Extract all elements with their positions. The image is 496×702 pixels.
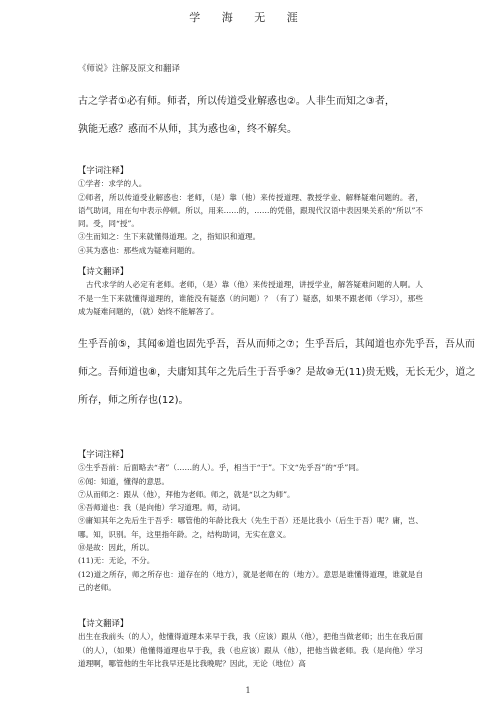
section-heading: 【字词注释】 <box>78 165 129 175</box>
note-item: ③生而知之：生下来就懂得道理。之，指知识和道理。 <box>78 232 261 242</box>
original-line: 古之学者①必有师。师者，所以传道受业解惑也②。人非生而知之③者， <box>78 96 395 107</box>
note-item: ①学者：求学的人。 <box>78 179 147 189</box>
note-item: ⑧吾师道也：我（是向他）学习道理。师，动词。 <box>78 503 246 513</box>
translation-section-2 <box>78 617 423 670</box>
note-item: ⑩是故：因此，所以。 <box>78 543 154 553</box>
notes-section-2 <box>78 448 423 594</box>
note-item: ⑨庸知其年之先后生于吾乎：哪管他的年龄比我大（先生于吾）还是比我小（后生于吾）呢？庸，岂、哪。知，识别。年，这里指年龄。之，结构助词，无实在意义。 <box>78 516 423 539</box>
original-passage-2 <box>78 331 476 415</box>
translation-text: 古代求学的人必定有老师。老师，（是）靠（他）来传授道理，讲授学业，解答疑难问题的人啊。人不是一生下来就懂得道理的，谁能没有疑惑（的问题）？（有了）疑惑，如果不跟老师（学习），那些成为疑难问题的，（就）始终不能解答了。 <box>78 280 423 316</box>
section-heading: 【诗文翻译】 <box>78 618 129 628</box>
note-item: ⑦从而师之：跟从（他），拜他为老师。师之，就是“以之为师”。 <box>78 489 295 499</box>
original-line: 所存，师之所存也(12)。 <box>78 395 189 406</box>
translation-section-1 <box>78 265 423 318</box>
original-line: 孰能无惑？惑而不从师，其为惑也④，终不解矣。 <box>78 124 297 135</box>
original-passage-1 <box>78 88 423 144</box>
section-heading: 【字词注释】 <box>78 449 129 459</box>
page-header: 学 海 无 涯 <box>189 11 307 24</box>
section-heading: 【诗文翻译】 <box>78 266 129 276</box>
note-item: ②师者，所以传道受业解惑也：老师，（是）靠（他）来传授道理、教授学业、解释疑难问题的。者，语气助词，用在句中表示停顿。所以，用来……的，……的凭借，跟现代汉语中表因果关系的“所以”不同。受，同“授”。 <box>78 192 423 229</box>
note-item: ⑥闻：知道，懂得的意思。 <box>78 476 170 486</box>
original-line: 师之。吾师道也⑧，夫庸知其年之先后生于吾乎⑨？是故⑩无(11)贵无贱，无长无少，道之 <box>78 367 476 378</box>
notes-section-1 <box>78 164 423 257</box>
note-item: ④其为惑也：那些成为疑难问题的。 <box>78 245 200 255</box>
translation-text: 出生在我前头（的人），他懂得道理本来早于我，我（应该）跟从（他），把他当做老师；出生在我后面（的人），（如果）他懂得道理也早于我，我（也应该）跟从（他），把他当做老师。我（是向他）学习道理啊，哪管他的生年比我早还是比我晚呢？因此，无论（地位）高 <box>78 632 423 668</box>
original-line: 生乎吾前⑤，其闻⑥道也固先乎吾，吾从而师之⑦；生乎吾后，其闻道也亦先乎吾，吾从而 <box>78 339 475 350</box>
document-title: 《师说》注解及原文和翻译 <box>78 64 181 74</box>
note-item: (12)道之所存，师之所存也：道存在的（地方），就是老师在的（地方）。意思是谁懂得道理，谁就是自己的老师。 <box>78 569 423 592</box>
page-number: 1 <box>245 686 251 695</box>
note-item: (11)无：无论，不分。 <box>78 556 155 566</box>
note-item: ⑤生乎吾前：后面略去“者”（……的人）。乎，相当于“于”。下文“先乎吾”的“乎”同。 <box>78 463 364 473</box>
